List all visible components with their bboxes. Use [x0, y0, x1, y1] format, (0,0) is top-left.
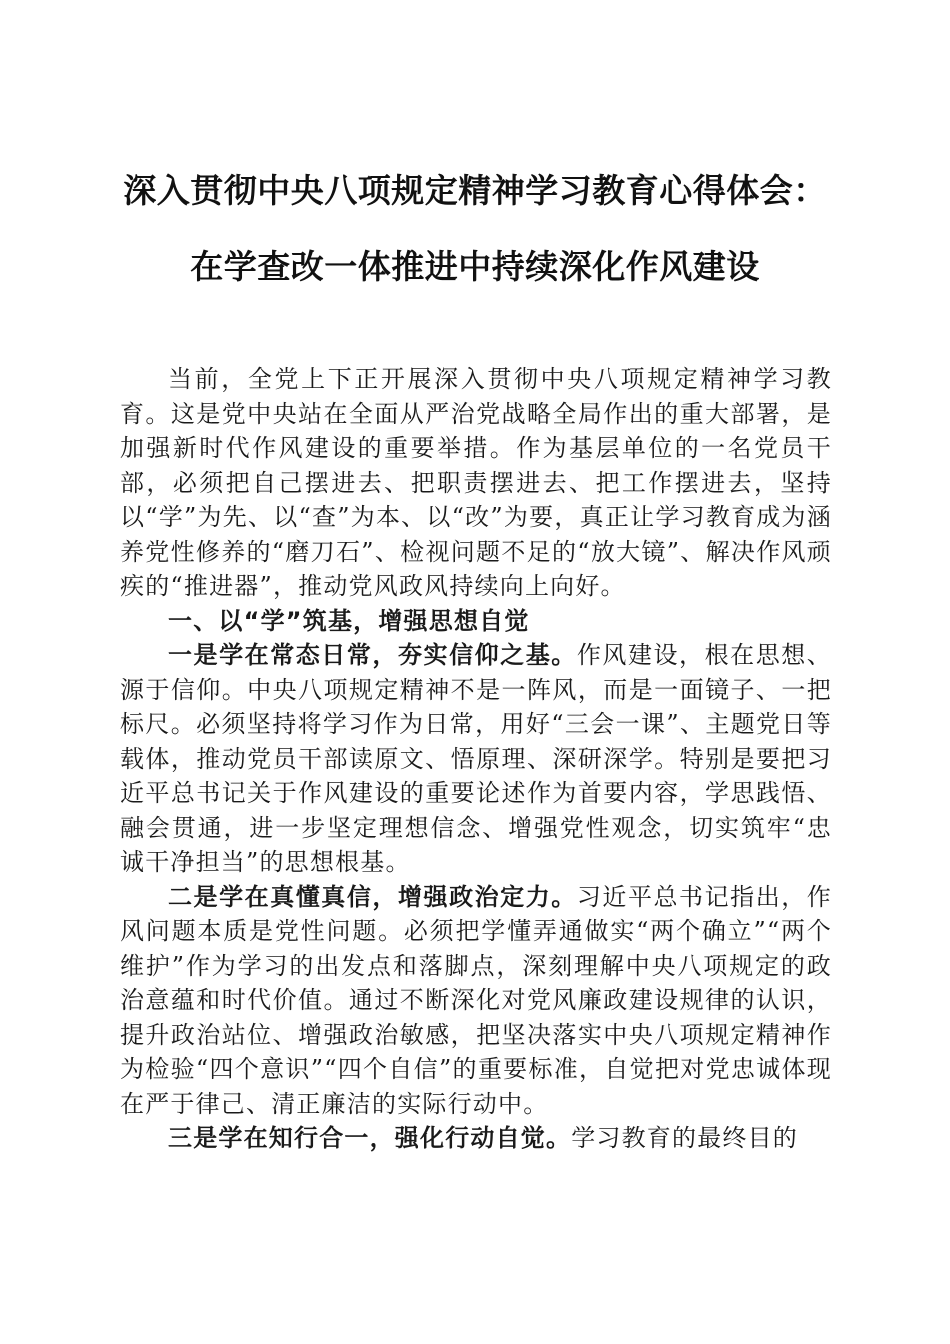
paragraph-3-lead: 三是学在知行合一，强化行动自觉。 — [168, 1124, 572, 1152]
paragraph-2-lead: 二是学在真懂真信，增强政治定力。 — [168, 882, 577, 911]
paragraph-1-lead: 一是学在常态日常，夯实信仰之基。 — [168, 641, 577, 669]
document-title — [100, 168, 850, 320]
intro-paragraph: 当前，全党上下正开展深入贯彻中央八项规定精神学习教育。这是党中央站在全面从严治党战略全局作出的重大部署，是加强新时代作风建设的重要举措。作为基层单位的一名党员干部，必须把自己摆进去、把职责摆进去、把工作摆进去，坚持以“学”为先、以“查”为本、以“改”为要，真正让学习教育成为涵养党性修养的“磨刀石”、检视问题不足的“放大镜”、解决作风顽疾的“推进器”，推动党风政风持续向上向好。 — [120, 365, 832, 600]
section-heading-1: 一、以“学”筑基，增强思想自觉 — [168, 606, 530, 635]
document-body — [120, 362, 832, 1156]
title-line-2: 在学查改一体推进中持续深化作风建设 — [190, 247, 760, 286]
paragraph-1 — [120, 638, 832, 880]
title-line-1: 深入贯彻中央八项规定精神学习教育心得体会： — [123, 171, 827, 210]
paragraph-1-text: 作风建设，根在思想、源于信仰。中央八项规定精神不是一阵风，而是一面镜子、一把标尺。必须坚持将学习作为日常，用好“三会一课”、主题党日等载体，推动党员干部读原文、悟原理、深研深学。特别是要把习近平总书记关于作风建设的重要论述作为首要内容，学思践悟、融会贯通，进一步坚定理想信念、增强党性观念，切实筑牢“忠诚干净担当”的思想根基。 — [120, 641, 833, 876]
paragraph-2-text: 习近平总书记指出，作风问题本质是党性问题。必须把学懂弄通做实“两个确立”“两个维护”作为学习的出发点和落脚点，深刻理解中央八项规定的政治意蕴和时代价值。通过不断深化对党风廉政建设规律的认识，提升政治站位、增强政治敏感，把坚决落实中央八项规定精神作为检验“四个意识”“四个自信”的重要标准，自觉把对党忠诚体现在严于律己、清正廉洁的实际行动中。 — [120, 882, 833, 1118]
paragraph-2 — [120, 880, 832, 1122]
paragraph-3-text: 学习教育的最终目的 — [571, 1124, 799, 1152]
paragraph-3 — [120, 1121, 832, 1156]
